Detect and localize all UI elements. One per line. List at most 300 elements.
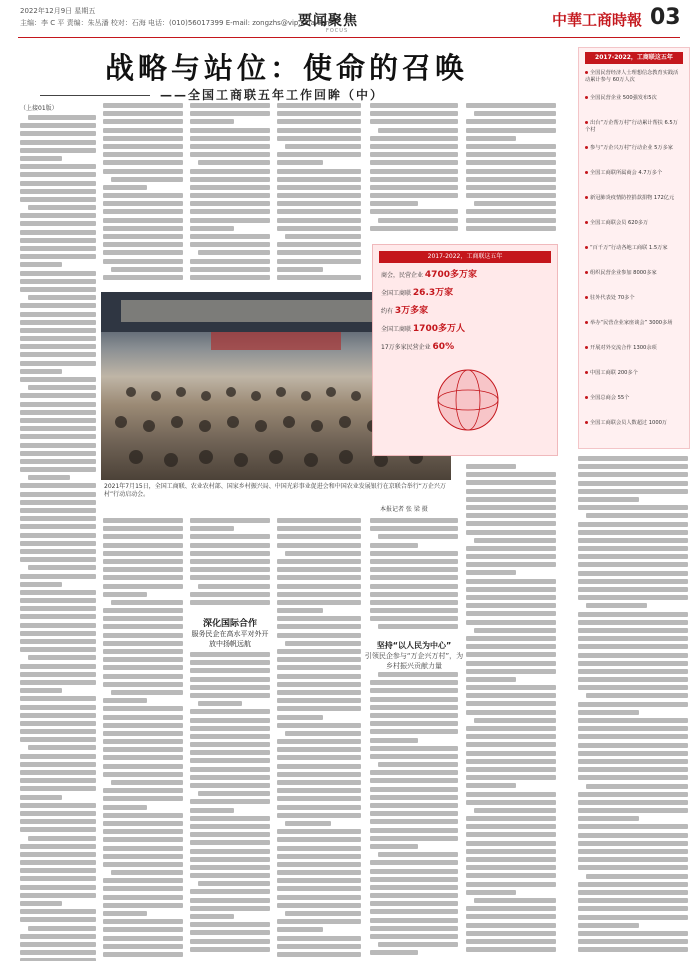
text-column-7 [578,456,688,961]
text-line [578,595,688,600]
text-line [20,451,96,456]
text-line [466,185,556,190]
text-line [466,226,556,231]
text-line [466,701,556,706]
bullet-icon [585,71,588,74]
text-column-3-bottom-a [190,518,270,610]
text-line [190,865,270,870]
text-line [466,505,556,510]
text-line [111,267,183,272]
text-line [190,685,270,690]
text-line [20,467,96,472]
text-line [103,111,183,116]
text-line [103,805,147,810]
text-line [190,914,234,919]
text-line [466,865,556,870]
text-line [103,837,183,842]
text-line [277,829,361,834]
text-line [20,582,62,587]
text-line [103,128,183,133]
text-line [277,870,361,875]
infographic-value: 1700多万人 [412,324,465,334]
text-line [20,541,96,546]
text-line [277,862,361,867]
text-line [20,221,96,226]
text-line [277,952,361,957]
sidebar-stat-text: 全国民营经济人士理想信念教育实践活动累计参与 60万人次 [585,70,679,83]
text-line [190,693,270,698]
text-line [370,185,458,190]
text-line [103,772,183,777]
text-line [20,189,96,194]
mid-subtitle: 深化国际合作 [202,619,257,629]
text-line [190,201,270,206]
text-line [277,649,361,654]
text-line [111,177,183,182]
text-line [578,931,688,936]
text-line [198,250,270,255]
text-line [103,821,183,826]
text-line [370,688,458,693]
column-text [578,456,688,952]
text-line [190,119,234,124]
text-line [277,837,361,842]
text-line [190,259,270,264]
text-line [103,706,183,711]
infographic-label: 全国工商联 [381,290,413,297]
text-column-3-bottom-b [190,652,270,961]
text-line [190,559,270,564]
text-line [285,731,361,736]
text-line [466,595,556,600]
text-line [466,209,556,214]
text-line [190,660,270,665]
text-line [190,906,270,911]
text-line [277,242,361,247]
text-line [474,718,556,723]
text-line [378,624,458,629]
text-line [370,926,458,931]
text-line [370,592,458,597]
text-line [578,628,688,633]
article-subhead: ——全国工商联五年工作回眸（中） [160,88,385,102]
text-line [190,898,270,903]
text-line [370,177,458,182]
text-line [578,726,688,731]
text-line [103,209,183,214]
text-line [103,567,183,572]
text-line [378,852,458,857]
text-line [20,696,96,701]
text-line [277,575,361,580]
text-line [20,410,96,415]
text-line [20,123,96,128]
text-line [190,152,270,157]
text-line [370,713,458,718]
sidebar-stat-text: “百千万”行动各地工商联 1.5万家 [590,245,668,251]
infographic-label: 全国工商联 [381,326,413,333]
sidebar-stat-text: 全国工商联所属商会 4.7万多个 [590,170,663,176]
text-line [190,185,270,190]
text-line [190,242,270,247]
text-line [20,254,96,259]
text-line [20,271,96,276]
text-line [370,169,458,174]
text-line [578,620,688,625]
text-line [370,518,458,523]
text-line [20,811,96,816]
text-line [190,177,270,182]
text-line [370,901,458,906]
text-line [190,808,234,813]
text-line [466,620,556,625]
text-line [103,911,147,916]
text-line [28,205,96,210]
text-line [370,819,458,824]
mid-subtitle-block [190,616,270,649]
text-line [190,136,270,141]
text-line [277,796,361,801]
text-line [578,759,688,764]
column-text [190,103,270,280]
sidebar-stat-text: 全国工商联会员 620多万 [590,220,649,226]
sidebar-stat-text: 中国工商联 200多个 [590,370,638,376]
newspaper-brand: 中華工商時報 [552,11,643,29]
text-line [28,836,96,841]
text-line [285,234,361,239]
text-line [20,402,96,407]
section-title: 要闻聚焦 [298,13,358,29]
header-divider [18,37,680,38]
text-line [466,832,556,837]
text-line [190,111,270,116]
editor-line: 主编：李 C 平 责编：朱丛潘 校对：石海 电话：(010)56017399 E-mail: zongzhs@vip.sina.com [20,19,333,27]
text-line [277,193,361,198]
text-line [578,685,688,690]
bullet-icon [585,421,588,424]
text-line [578,792,688,797]
text-line [190,543,270,548]
text-line [277,600,361,605]
text-column-5-bottom-a [370,518,458,634]
infographic-label: 约有 [381,308,395,315]
text-line [20,172,96,177]
text-line [466,931,556,936]
text-line [20,443,96,448]
sidebar-stat-text: 新冠肺炎疫情防控捐款捐物 172亿元 [590,195,675,201]
text-line [103,218,183,223]
text-line [103,526,183,531]
text-column-6-bottom [466,464,556,961]
infographic-item [381,271,549,280]
text-line [370,559,458,564]
sidebar-tag: 2017-2022，工商联这五年 [585,52,683,64]
text-line [277,657,361,662]
quote-title: 坚持“以人民为中心” [376,641,452,650]
text-line [578,481,688,486]
continued-label: （上接01版） [20,105,58,112]
text-line [103,608,183,613]
text-line [103,136,183,141]
bullet-icon [585,271,588,274]
text-line [103,201,183,206]
text-line [370,152,458,157]
text-line [277,944,361,949]
text-line [370,746,458,751]
text-line [578,939,688,944]
text-line [370,729,458,734]
text-line [20,672,96,677]
bullet-icon [585,121,588,124]
text-line [578,489,688,494]
text-line [474,808,556,813]
text-line [578,702,688,707]
text-line [578,947,688,952]
text-line [103,927,183,932]
text-line [466,119,556,124]
text-line [277,723,361,728]
sidebar-stat-text: 全国总商会 55个 [590,395,630,401]
text-line [190,734,270,739]
infographic-item [381,343,549,352]
text-line [578,636,688,641]
text-line [466,734,556,739]
text-line [20,860,96,865]
text-line [466,472,556,477]
text-line [578,890,688,895]
text-line [578,906,688,911]
text-line [20,508,96,513]
text-line [20,868,96,873]
text-line [370,209,458,214]
text-line [370,754,458,759]
column-text [466,103,556,231]
bullet-icon [585,371,588,374]
text-line [20,483,96,488]
text-line [103,119,183,124]
text-line [190,267,270,272]
text-line [466,783,516,788]
text-line [277,534,361,539]
text-line [190,218,270,223]
text-line [370,909,458,914]
text-line [190,857,270,862]
text-line [103,543,183,548]
text-line [277,755,361,760]
text-line [190,234,270,239]
text-line [370,877,458,882]
text-line [466,669,556,674]
text-line [103,739,183,744]
sidebar-stat-item [585,420,683,427]
text-line [103,846,183,851]
text-line [466,128,556,133]
text-line [20,803,96,808]
text-line [198,160,270,165]
text-line [20,934,96,939]
text-line [103,813,183,818]
text-line [466,947,556,952]
text-line [370,836,458,841]
text-line [578,612,688,617]
text-line [466,693,556,698]
sidebar-stat-item [585,395,683,402]
text-line [103,764,183,769]
text-line [103,144,183,149]
text-line [578,587,688,592]
bullet-icon [585,146,588,149]
text-line [277,226,361,231]
text-line [370,111,458,116]
text-line [277,739,361,744]
text-line [198,791,270,796]
text-line [370,201,418,206]
text-line [277,259,361,264]
text-line [20,614,96,619]
text-line [277,698,361,703]
text-line [586,784,688,789]
text-line [277,169,361,174]
text-line [20,164,96,169]
text-line [20,819,96,824]
text-line [466,587,556,592]
text-line [277,103,361,108]
text-line [466,497,556,502]
text-line [370,778,458,783]
text-line [277,690,361,695]
text-line [103,534,183,539]
text-line [277,846,361,851]
text-line [190,750,270,755]
text-line [190,816,270,821]
text-line [370,787,458,792]
stats-sidebar [578,47,690,449]
text-line [103,592,147,597]
text-line [103,259,183,264]
text-line [466,521,556,526]
text-line [370,584,458,589]
text-line [28,295,96,300]
text-line [578,505,688,510]
text-line [20,262,62,267]
text-line [20,786,96,791]
text-line [578,644,688,649]
text-line [466,873,556,878]
subhead-rule [40,95,150,96]
mid-subtitle-sub: 服务民企在高水平对外开放中扬帆远航 [191,630,269,648]
text-line [285,144,361,149]
text-line [103,698,147,703]
text-line [466,177,556,182]
text-line [103,152,183,157]
text-line [190,144,270,149]
text-line [103,185,147,190]
text-line [277,936,361,941]
text-line [20,312,96,317]
text-line [466,775,556,780]
text-line [20,590,96,595]
text-line [578,530,688,535]
text-line [28,745,96,750]
photo-credit: 本报记者 张 梁 摄 [380,506,428,513]
section-subtitle: FOCUS [326,28,349,34]
text-line [578,734,688,739]
column-text [466,464,556,952]
text-line [466,914,556,919]
text-line [578,816,639,821]
quote-block [362,640,466,671]
text-line [578,464,688,469]
text-line [466,906,556,911]
text-line [277,780,361,785]
text-line [277,927,323,932]
text-line [190,534,270,539]
infographic-item [381,325,549,334]
text-line [103,641,183,646]
text-line [190,275,270,280]
text-line [103,788,183,793]
text-line [277,706,361,711]
text-line [111,780,183,785]
text-line [28,115,96,120]
text-line [103,518,183,523]
text-line [190,799,270,804]
text-line [103,551,183,556]
text-line [370,144,458,149]
text-line [466,546,556,551]
text-line [190,840,270,845]
column-text [277,518,361,957]
sidebar-stat-item [585,345,683,352]
text-line [103,657,183,662]
text-line [20,852,96,857]
text-line [277,616,361,621]
text-line [28,475,70,480]
text-line [103,242,183,247]
text-line [103,895,183,900]
text-line [20,303,96,308]
column-text [277,103,361,280]
bullet-icon [585,196,588,199]
text-line [578,718,688,723]
bullet-icon [585,171,588,174]
text-line [578,743,688,748]
text-line [20,287,96,292]
text-line [466,464,516,469]
text-line [370,869,458,874]
text-line [20,950,96,955]
text-line [586,603,647,608]
text-line [466,160,556,165]
text-line [20,688,62,693]
text-line [466,152,556,157]
text-line [277,111,361,116]
text-line [466,939,556,944]
text-line [103,584,183,589]
text-line [370,738,418,743]
text-line [20,500,96,505]
text-line [370,103,458,108]
text-line [578,882,688,887]
text-line [20,762,96,767]
text-line [466,685,556,690]
text-line [20,352,96,357]
text-line [190,193,270,198]
text-line [190,600,270,605]
text-line [190,709,270,714]
text-line [378,942,458,947]
text-line [578,808,688,813]
